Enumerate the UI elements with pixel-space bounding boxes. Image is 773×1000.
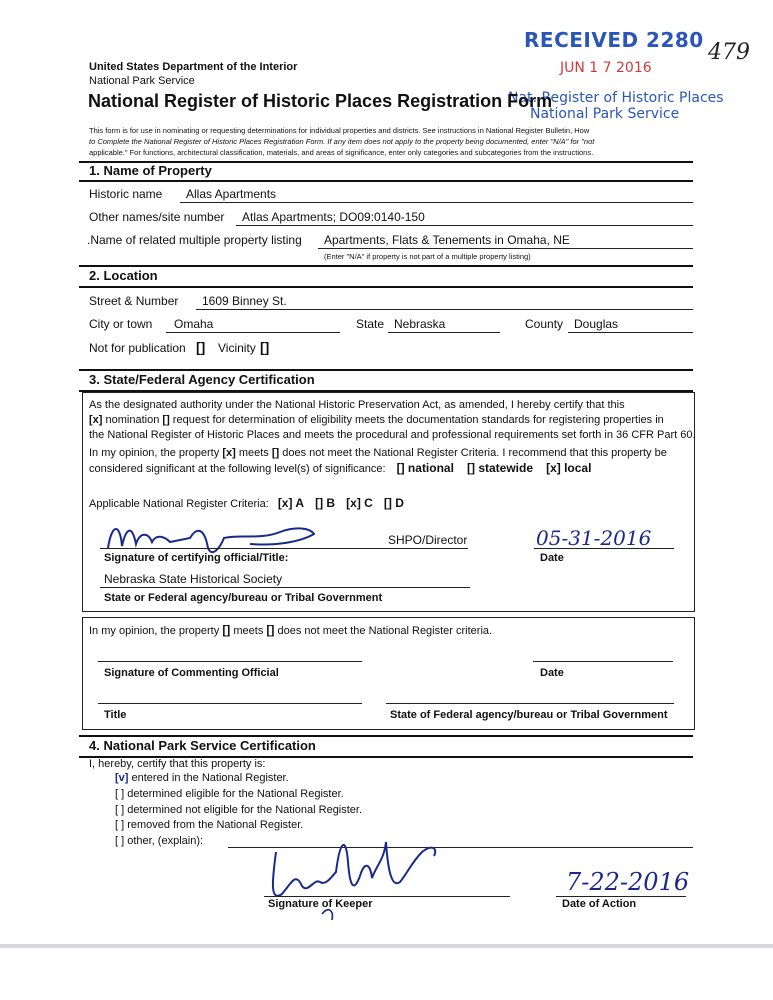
- comment-meets-checkbox[interactable]: []: [222, 623, 231, 637]
- criteria-label: Applicable National Register Criteria:: [89, 498, 269, 510]
- cert-paragraph-1: [89, 398, 696, 443]
- date-line: [534, 548, 674, 549]
- stamp-date: JUN 1 7 2016: [560, 60, 652, 76]
- nps-option-3: [115, 804, 362, 816]
- county-value: Douglas: [574, 317, 619, 331]
- section-1-heading: 1. Name of Property: [89, 163, 212, 178]
- received-stamp: RECEIVED 2280: [524, 28, 704, 52]
- city-line: [166, 332, 340, 333]
- related-listing-note: (Enter "N/A" if property is not part of a multiple property listing): [324, 252, 531, 261]
- section-3-heading: 3. State/Federal Agency Certification: [89, 372, 315, 387]
- section-4-heading: 4. National Park Service Certification: [89, 738, 316, 753]
- nps-option-1: [115, 772, 289, 784]
- meets-checkbox[interactable]: [x]: [222, 447, 236, 459]
- comment-agency-line: [386, 703, 674, 704]
- city-value: Omaha: [174, 317, 214, 331]
- historic-name-value: Allas Apartments: [186, 187, 277, 201]
- signature-line: [100, 548, 468, 549]
- related-listing-line: [318, 248, 693, 249]
- county-line: [568, 332, 693, 333]
- entered-checkbox[interactable]: [v]: [115, 772, 129, 784]
- related-listing-value: Apartments, Flats & Tenements in Omaha, NE: [324, 233, 570, 247]
- keeper-label: Signature of Keeper: [268, 898, 373, 910]
- level-local-checkbox[interactable]: [x] local: [546, 461, 592, 475]
- request-label: request for determination of eligibility meets the documentation standards for registering properties in: [172, 414, 664, 426]
- cert-paragraph-2: [89, 446, 689, 477]
- cert-p1-line1: As the designated authority under the National Historic Preservation Act, as amended, I hereby certify that this: [89, 399, 625, 411]
- other-names-label: Other names/site number: [89, 210, 225, 224]
- certifying-date-value: 05-31-2016: [536, 526, 652, 550]
- header-dept: United States Department of the Interior: [89, 61, 298, 73]
- other-label: other, (explain):: [127, 835, 204, 847]
- vicinity-checkbox[interactable]: []: [260, 339, 270, 355]
- eligible-checkbox[interactable]: [ ]: [115, 788, 125, 800]
- header-service: National Park Service: [89, 75, 195, 87]
- comment-not-meet-label: does not meet the National Register criteria.: [277, 625, 493, 637]
- street-label: Street & Number: [89, 294, 179, 308]
- vicinity-label: Vicinity: [218, 341, 256, 355]
- nomination-label: nomination: [105, 414, 160, 426]
- section-3-top-rule: [79, 369, 693, 371]
- criteria-c-checkbox[interactable]: [x] C: [346, 496, 373, 510]
- cert-p1-line3: the National Register of Historic Places and meets the procedural and professional requirements set forth in 36 CFR Part 60.: [89, 429, 696, 441]
- county-label: County: [525, 317, 564, 331]
- comment-title-label: Title: [104, 709, 127, 721]
- criteria-b-checkbox[interactable]: [] B: [315, 496, 336, 510]
- nomination-checkbox[interactable]: [x]: [89, 414, 103, 426]
- opinion-label: In my opinion, the property: [89, 447, 220, 459]
- related-listing-label: .Name of related multiple property listing: [87, 233, 302, 247]
- comment-signature-line: [98, 661, 362, 662]
- comment-not-meet-checkbox[interactable]: []: [266, 623, 275, 637]
- nfp-label: Not for publication: [89, 341, 186, 355]
- date-label: Date: [540, 552, 564, 564]
- agency-line: [100, 587, 470, 588]
- section-1-bottom-rule: [79, 180, 693, 182]
- criteria-row: [89, 496, 404, 510]
- cert-p2-line1: [89, 446, 689, 461]
- section-4-top-rule: [79, 735, 693, 737]
- other-checkbox[interactable]: [ ]: [115, 835, 125, 847]
- cert-p2-line2: [89, 461, 689, 477]
- other-names-value: Atlas Apartments; DO09:0140-150: [242, 210, 425, 224]
- not-meet-label: does not meet the National Register Criteria. I recommend that this property be: [282, 447, 667, 459]
- nps-intro: I, hereby, certify that this property is:: [89, 758, 266, 770]
- page-title: National Register of Historic Places Registration Form: [88, 91, 553, 111]
- other-names-line: [236, 225, 693, 226]
- certifying-title-value: SHPO/Director: [388, 533, 468, 547]
- nfp-checkbox[interactable]: []: [196, 339, 206, 355]
- criteria-a-checkbox[interactable]: [x] A: [277, 496, 305, 510]
- removed-checkbox[interactable]: [ ]: [115, 819, 125, 831]
- action-date-line: [556, 896, 686, 897]
- not-eligible-checkbox[interactable]: [ ]: [115, 804, 125, 816]
- criteria-d-checkbox[interactable]: [] D: [383, 496, 404, 510]
- comment-opinion: [89, 623, 492, 637]
- instructions-2: to Complete the National Register of Historic Places Registration Form. If any item does not apply to the property being documented, enter "N/A" for "not: [89, 137, 595, 146]
- state-label: State: [356, 317, 385, 331]
- comment-signature-label: Signature of Commenting Official: [104, 667, 279, 679]
- meets-label: meets: [238, 447, 269, 459]
- handwritten-number: 479: [708, 40, 750, 65]
- section-2-heading: 2. Location: [89, 268, 158, 283]
- nps-option-2: [115, 788, 344, 800]
- state-line: [388, 332, 500, 333]
- comment-agency-label: State of Federal agency/bureau or Tribal Government: [390, 709, 668, 721]
- not-meet-checkbox[interactable]: []: [271, 447, 280, 459]
- entered-label: entered in the National Register.: [131, 772, 289, 784]
- stamp-org-1: Nat. Register of Historic Places: [508, 90, 724, 106]
- historic-name-label: Historic name: [89, 187, 163, 201]
- keeper-signature-line: [264, 896, 510, 897]
- stamp-org-2: National Park Service: [530, 106, 680, 122]
- signature-label: Signature of certifying official/Title:: [104, 552, 289, 564]
- section-2-bottom-rule: [79, 286, 693, 288]
- request-checkbox[interactable]: []: [162, 414, 170, 426]
- instructions-3: applicable." For functions, architectural classification, materials, and areas of significance, enter only categories and subcategories from the instructions.: [89, 148, 594, 157]
- cert-p1-line2: [89, 413, 689, 428]
- comment-meets-label: meets: [233, 625, 264, 637]
- agency-value: Nebraska State Historical Society: [104, 572, 283, 586]
- instructions-1: This form is for use in nominating or requesting determinations for individual properties and districts. See instructions in National Register Bulletin, How: [89, 126, 590, 135]
- street-value: 1609 Binney St.: [202, 294, 287, 308]
- comment-date-label: Date: [540, 667, 564, 679]
- agency-label: State or Federal agency/bureau or Tribal Government: [104, 592, 383, 604]
- nps-option-4: [115, 819, 303, 831]
- not-eligible-label: determined not eligible for the National Register.: [127, 804, 363, 816]
- comment-title-line: [98, 703, 362, 704]
- comment-date-line: [533, 661, 673, 662]
- eligible-label: determined eligible for the National Register.: [127, 788, 344, 800]
- level-statewide-checkbox[interactable]: [] statewide: [467, 461, 534, 475]
- action-date-label: Date of Action: [562, 898, 637, 910]
- street-line: [196, 309, 693, 310]
- city-label: City or town: [89, 317, 153, 331]
- level-label: considered significant at the following level(s) of significance:: [89, 463, 386, 475]
- level-national-checkbox[interactable]: [] national: [396, 461, 454, 475]
- page-bottom-edge: [0, 944, 773, 948]
- nps-option-5: [115, 835, 203, 847]
- removed-label: removed from the National Register.: [127, 819, 304, 831]
- action-date-value: 7-22-2016: [566, 868, 690, 896]
- historic-name-line: [180, 202, 693, 203]
- comment-opinion-label: In my opinion, the property: [89, 625, 220, 637]
- section-2-top-rule: [79, 265, 693, 267]
- state-value: Nebraska: [394, 317, 446, 331]
